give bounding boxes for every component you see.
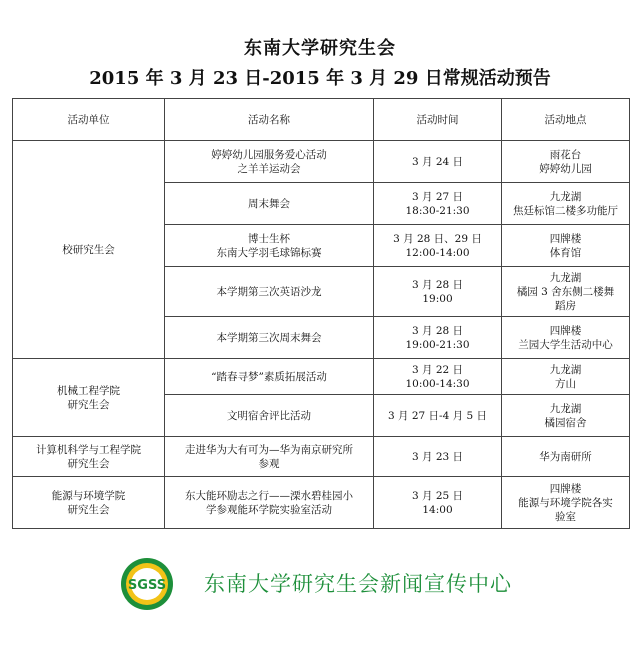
cell-line: 3 月 22 日: [411, 363, 464, 376]
cell-line: 研究生会: [67, 398, 110, 411]
cell-line: 计算机科学与工程学院: [36, 443, 141, 456]
cell-line: 3 月 28 日、29 日: [393, 232, 482, 245]
header-place: 活动地点: [502, 99, 630, 141]
cell-line: 文明宿舍评比活动: [227, 409, 311, 422]
cell-place: [502, 183, 630, 225]
header-name: 活动名称: [165, 99, 374, 141]
cell-name: [165, 359, 374, 395]
cell-place: [502, 477, 630, 529]
cell-line: 四牌楼: [549, 324, 582, 337]
cell-line: 九龙湖: [549, 402, 582, 415]
cell-line: 橘园 3 舍东侧二楼舞: [516, 285, 615, 298]
cell-line: 东大能环励志之行——溧水碧桂园小: [185, 489, 353, 502]
cell-line: 3 月 27 日: [411, 190, 464, 203]
cell-time: [374, 183, 502, 225]
table-row: [13, 359, 630, 395]
cell-line: 14:00: [422, 503, 453, 516]
cell-line: 验室: [555, 510, 576, 523]
cell-line: 蹈房: [555, 299, 576, 312]
cell-line: 四牌楼: [549, 232, 582, 245]
cell-line: 机械工程学院: [57, 384, 120, 397]
cell-unit: [13, 437, 165, 477]
cell-line: 走进华为大有可为—华为南京研究所: [185, 443, 353, 456]
cell-time: [374, 141, 502, 183]
cell-place: [502, 395, 630, 437]
footer-org-name: 东南大学研究生会新闻宣传中心: [204, 572, 512, 596]
cell-place: [502, 359, 630, 395]
cell-line: 3 月 24 日: [411, 155, 464, 168]
cell-time: [374, 317, 502, 359]
cell-line: 参观: [258, 457, 280, 470]
cell-line: 雨花台: [549, 148, 582, 161]
cell-line: 方山: [555, 377, 576, 390]
cell-line: 九龙湖: [549, 363, 582, 376]
cell-line: 博士生杯: [248, 232, 290, 245]
table-row: [13, 141, 630, 183]
cell-line: 学参观能环学院实验室活动: [206, 503, 332, 516]
cell-name: [165, 267, 374, 317]
cell-line: 本学期第三次周末舞会: [216, 331, 322, 344]
activity-table: [12, 98, 630, 529]
cell-line: 体育馆: [549, 246, 582, 259]
cell-name: [165, 477, 374, 529]
page-title: 东南大学研究生会: [244, 38, 396, 59]
cell-place: [502, 225, 630, 267]
cell-time: [374, 267, 502, 317]
sgss-logo-icon: [120, 557, 174, 611]
cell-place: [502, 267, 630, 317]
cell-line: 焦廷标馆二楼多功能厅: [513, 204, 618, 217]
cell-line: 3 月 28 日: [411, 278, 464, 291]
header-unit: 活动单位: [13, 99, 165, 141]
cell-line: 校研究生会: [62, 243, 115, 256]
cell-line: 婷婷幼儿园服务爱心活动: [211, 148, 327, 161]
cell-line: 华为南研所: [539, 450, 592, 463]
svg-text:SGSS: SGSS: [127, 578, 167, 593]
cell-line: 12:00-14:00: [405, 246, 470, 259]
cell-line: 四牌楼: [549, 482, 582, 495]
cell-line: 能源与环境学院: [51, 489, 126, 502]
cell-place: [502, 437, 630, 477]
table-body: [13, 141, 630, 529]
cell-line: 本学期第三次英语沙龙: [216, 285, 322, 298]
cell-line: 3 月 27 日-4 月 5 日: [388, 409, 487, 422]
cell-line: “踏春寻梦”素质拓展活动: [211, 370, 327, 383]
cell-line: 兰园大学生活动中心: [518, 338, 613, 351]
cell-line: 橘园宿舍: [544, 416, 587, 429]
cell-place: [502, 141, 630, 183]
cell-line: 3 月 28 日: [411, 324, 464, 337]
cell-line: 研究生会: [67, 457, 110, 470]
cell-line: 九龙湖: [549, 271, 582, 284]
cell-time: [374, 437, 502, 477]
cell-line: 能源与环境学院各实: [518, 496, 613, 509]
cell-unit: [13, 359, 165, 437]
cell-unit: [13, 477, 165, 529]
cell-time: [374, 395, 502, 437]
cell-name: [165, 183, 374, 225]
cell-line: 18:30-21:30: [405, 204, 470, 217]
cell-name: [165, 317, 374, 359]
table-row: [13, 437, 630, 477]
cell-name: [165, 395, 374, 437]
cell-name: [165, 225, 374, 267]
page-subtitle: 2015 年 3 月 23 日-2015 年 3 月 29 日常规活动预告: [89, 68, 551, 89]
cell-line: 周末舞会: [248, 197, 290, 210]
cell-line: 19:00-21:30: [405, 338, 470, 351]
cell-line: 九龙湖: [549, 190, 582, 203]
cell-line: 10:00-14:30: [405, 377, 470, 390]
cell-line: 之羊羊运动会: [237, 162, 301, 175]
table-row: [13, 477, 630, 529]
cell-line: 19:00: [422, 292, 453, 305]
cell-time: [374, 359, 502, 395]
cell-name: [165, 141, 374, 183]
cell-time: [374, 225, 502, 267]
cell-line: 3 月 23 日: [411, 450, 464, 463]
cell-time: [374, 477, 502, 529]
header-time: 活动时间: [374, 99, 502, 141]
cell-line: 婷婷幼儿园: [539, 162, 592, 175]
cell-line: 3 月 25 日: [411, 489, 464, 502]
cell-line: 东南大学羽毛球锦标赛: [216, 246, 322, 259]
table-header-row: [13, 99, 630, 141]
cell-place: [502, 317, 630, 359]
cell-line: 研究生会: [67, 503, 110, 516]
cell-unit: [13, 141, 165, 359]
cell-name: [165, 437, 374, 477]
